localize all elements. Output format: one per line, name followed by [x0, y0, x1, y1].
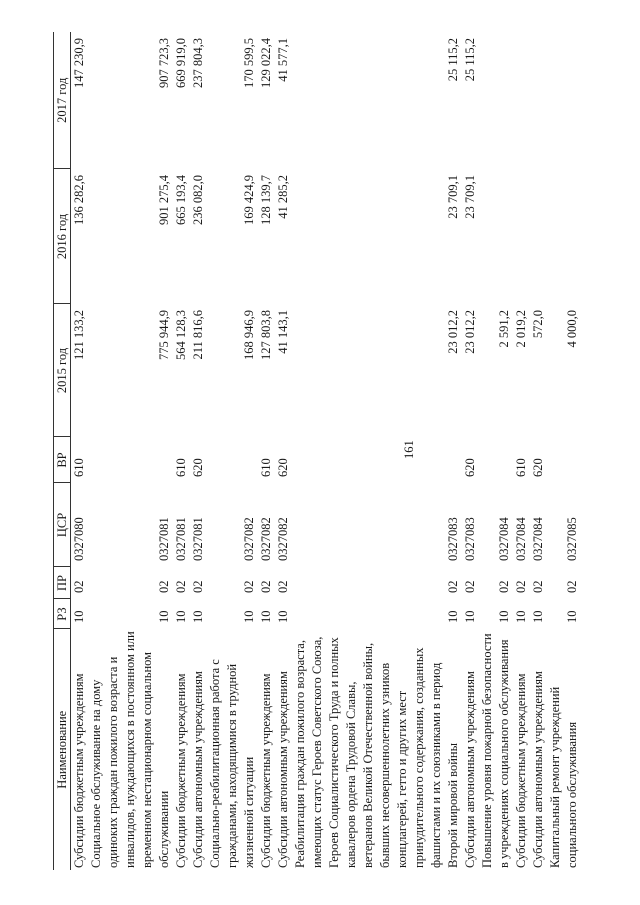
cell-name: Реабилитация граждан пожилого возраста, имеющих статус Героев Советского Союза, Героев Социалистического Труда и полных кавалеров ордена Трудовой Славы, ветеранов Великой Отечественной войны, бывших несовершеннолетних узников концлагерей, гетто и других мест принудительного содержания, созданных фашистами и их союзниками в период Второй мировой войны — [293, 636, 460, 868]
table-row — [207, 32, 258, 870]
table-row — [547, 32, 581, 870]
cell-vr — [88, 437, 173, 483]
cell-vr: 620 — [463, 458, 477, 477]
column-header-2017: 2017 год — [54, 32, 71, 169]
cell-y2017 — [513, 32, 530, 169]
cell-y2015: 41 143,1 — [276, 310, 290, 354]
cell-pr: 02 — [174, 580, 188, 593]
cell-y2017: 669 919,0 — [174, 38, 188, 88]
cell-vr: 610 — [174, 458, 188, 477]
cell-vr: 610 — [259, 458, 273, 477]
cell-vr: 620 — [531, 458, 545, 477]
cell-y2015: 775 944,9 — [157, 310, 171, 360]
cell-rz: 10 — [514, 610, 528, 623]
cell-csr: 0327084 — [514, 517, 528, 561]
cell-y2017: 170 599,5 — [242, 38, 256, 88]
cell-rz: 10 — [497, 610, 511, 623]
cell-csr: 0327083 — [446, 517, 460, 561]
cell-name: Социальное обслуживание на дому одиноких граждан пожилого возраста и инвалидов, нуждающихся в постоянном или временном нестационарном социальном обслуживании — [89, 631, 171, 868]
cell-y2015: 23 012,2 — [446, 310, 460, 354]
cell-y2015: 564 128,3 — [174, 310, 188, 360]
cell-y2016 — [547, 169, 581, 304]
cell-pr: 02 — [446, 580, 460, 593]
column-header-vr: ВР — [54, 437, 71, 483]
cell-y2016 — [513, 169, 530, 304]
cell-y2016: 665 193,4 — [174, 175, 188, 225]
cell-rz: 10 — [157, 610, 171, 623]
cell-csr: 0327085 — [565, 517, 579, 561]
cell-rz: 10 — [242, 610, 256, 623]
cell-pr: 02 — [191, 580, 205, 593]
table-row — [292, 32, 462, 870]
cell-y2016 — [479, 169, 513, 304]
cell-y2017: 129 022,4 — [259, 38, 273, 88]
cell-rz: 10 — [463, 610, 477, 623]
cell-name: Субсидии бюджетным учреждениям — [514, 673, 528, 868]
cell-y2017 — [479, 32, 513, 169]
cell-name: Социально-реабилитационная работа с гражданами, находящимися в трудной жизненной ситуации — [208, 659, 256, 868]
cell-y2015: 121 133,2 — [72, 310, 86, 360]
cell-rz: 10 — [259, 610, 273, 623]
cell-y2016: 23 709,1 — [463, 175, 477, 219]
cell-rz: 10 — [72, 610, 86, 623]
cell-rz: 10 — [174, 610, 188, 623]
cell-pr: 02 — [514, 580, 528, 593]
column-header-pr: ПР — [54, 567, 71, 599]
cell-rz: 10 — [565, 610, 579, 623]
cell-pr: 02 — [276, 580, 290, 593]
cell-rz: 10 — [446, 610, 460, 623]
cell-csr: 0327082 — [276, 517, 290, 561]
cell-y2017: 907 723,3 — [157, 38, 171, 88]
cell-name: Субсидии автономным учреждениям — [276, 671, 290, 868]
cell-pr: 02 — [157, 580, 171, 593]
cell-y2017: 25 115,2 — [463, 38, 477, 82]
budget-table — [53, 32, 581, 870]
cell-y2015: 211 816,6 — [191, 310, 205, 360]
cell-csr: 0327082 — [259, 517, 273, 561]
cell-csr: 0327083 — [463, 517, 477, 561]
cell-csr: 0327084 — [531, 517, 545, 561]
cell-vr — [292, 437, 462, 483]
cell-pr: 02 — [72, 580, 86, 593]
table-row — [258, 32, 275, 870]
cell-y2015: 2 591,2 — [497, 310, 511, 348]
cell-y2017: 25 115,2 — [446, 38, 460, 82]
cell-y2015: 127 803,8 — [259, 310, 273, 360]
cell-y2015: 23 012,2 — [463, 310, 477, 354]
cell-y2015: 572,0 — [531, 310, 545, 339]
table-row — [71, 32, 89, 870]
cell-name: Капитальный ремонт учреждений социального обслуживания — [548, 686, 579, 868]
cell-y2015: 168 946,9 — [242, 310, 256, 360]
cell-y2016 — [530, 169, 547, 304]
cell-y2017: 41 577,1 — [276, 38, 290, 82]
cell-csr: 0327081 — [174, 517, 188, 561]
cell-y2017 — [530, 32, 547, 169]
cell-y2015: 2 019,2 — [514, 310, 528, 348]
cell-vr — [207, 437, 258, 483]
cell-rz: 10 — [531, 610, 545, 623]
cell-vr — [479, 437, 513, 483]
cell-y2016: 236 082,0 — [191, 175, 205, 225]
cell-pr: 02 — [242, 580, 256, 593]
cell-y2016: 23 709,1 — [446, 175, 460, 219]
cell-pr: 02 — [565, 580, 579, 593]
column-header-2015: 2015 год — [54, 304, 71, 437]
table-row — [173, 32, 190, 870]
cell-vr: 620 — [191, 458, 205, 477]
document-page — [53, 30, 619, 870]
cell-pr: 02 — [497, 580, 511, 593]
cell-y2016: 136 282,6 — [72, 175, 86, 225]
cell-y2016: 41 285,2 — [276, 175, 290, 219]
cell-y2016: 901 275,4 — [157, 175, 171, 225]
cell-pr: 02 — [531, 580, 545, 593]
table-row — [462, 32, 479, 870]
cell-name: Субсидии бюджетным учреждениям — [72, 673, 86, 868]
column-header-rz: РЗ — [54, 599, 71, 629]
cell-y2017: 237 804,3 — [191, 38, 205, 88]
cell-vr — [547, 437, 581, 483]
cell-name: Субсидии автономным учреждениям — [191, 671, 205, 868]
table-row — [275, 32, 292, 870]
cell-y2015: 4 000,0 — [565, 310, 579, 348]
cell-y2016: 169 424,9 — [242, 175, 256, 225]
cell-name: Повышение уровня пожарной безопасности в учреждениях социального обслуживания — [480, 633, 511, 868]
cell-vr: 610 — [72, 458, 86, 477]
page-number: 161 — [402, 440, 416, 459]
cell-vr: 620 — [276, 458, 290, 477]
cell-name: Субсидии автономным учреждениям — [531, 671, 545, 868]
cell-csr: 0327082 — [242, 517, 256, 561]
column-header-csr: ЦСР — [54, 483, 71, 567]
table-row — [88, 32, 173, 870]
cell-rz: 10 — [276, 610, 290, 623]
cell-name: Субсидии автономным учреждениям — [463, 671, 477, 868]
cell-rz: 10 — [191, 610, 205, 623]
cell-name: Субсидии бюджетным учреждениям — [259, 673, 273, 868]
column-header-2016: 2016 год — [54, 169, 71, 304]
table-row — [479, 32, 513, 870]
cell-y2017: 147 230,9 — [72, 38, 86, 88]
cell-vr: 610 — [514, 458, 528, 477]
cell-pr: 02 — [463, 580, 477, 593]
cell-y2017 — [547, 32, 581, 169]
cell-csr: 0327081 — [191, 517, 205, 561]
table-row — [513, 32, 530, 870]
cell-pr: 02 — [259, 580, 273, 593]
table-row — [190, 32, 207, 870]
cell-y2016: 128 139,7 — [259, 175, 273, 225]
table-header-row — [54, 32, 71, 870]
table-row — [530, 32, 547, 870]
cell-name: Субсидии бюджетным учреждениям — [174, 673, 188, 868]
column-header-name: Наименование — [54, 629, 71, 870]
cell-csr: 0327080 — [72, 517, 86, 561]
cell-csr: 0327084 — [497, 517, 511, 561]
cell-csr: 0327081 — [157, 517, 171, 561]
